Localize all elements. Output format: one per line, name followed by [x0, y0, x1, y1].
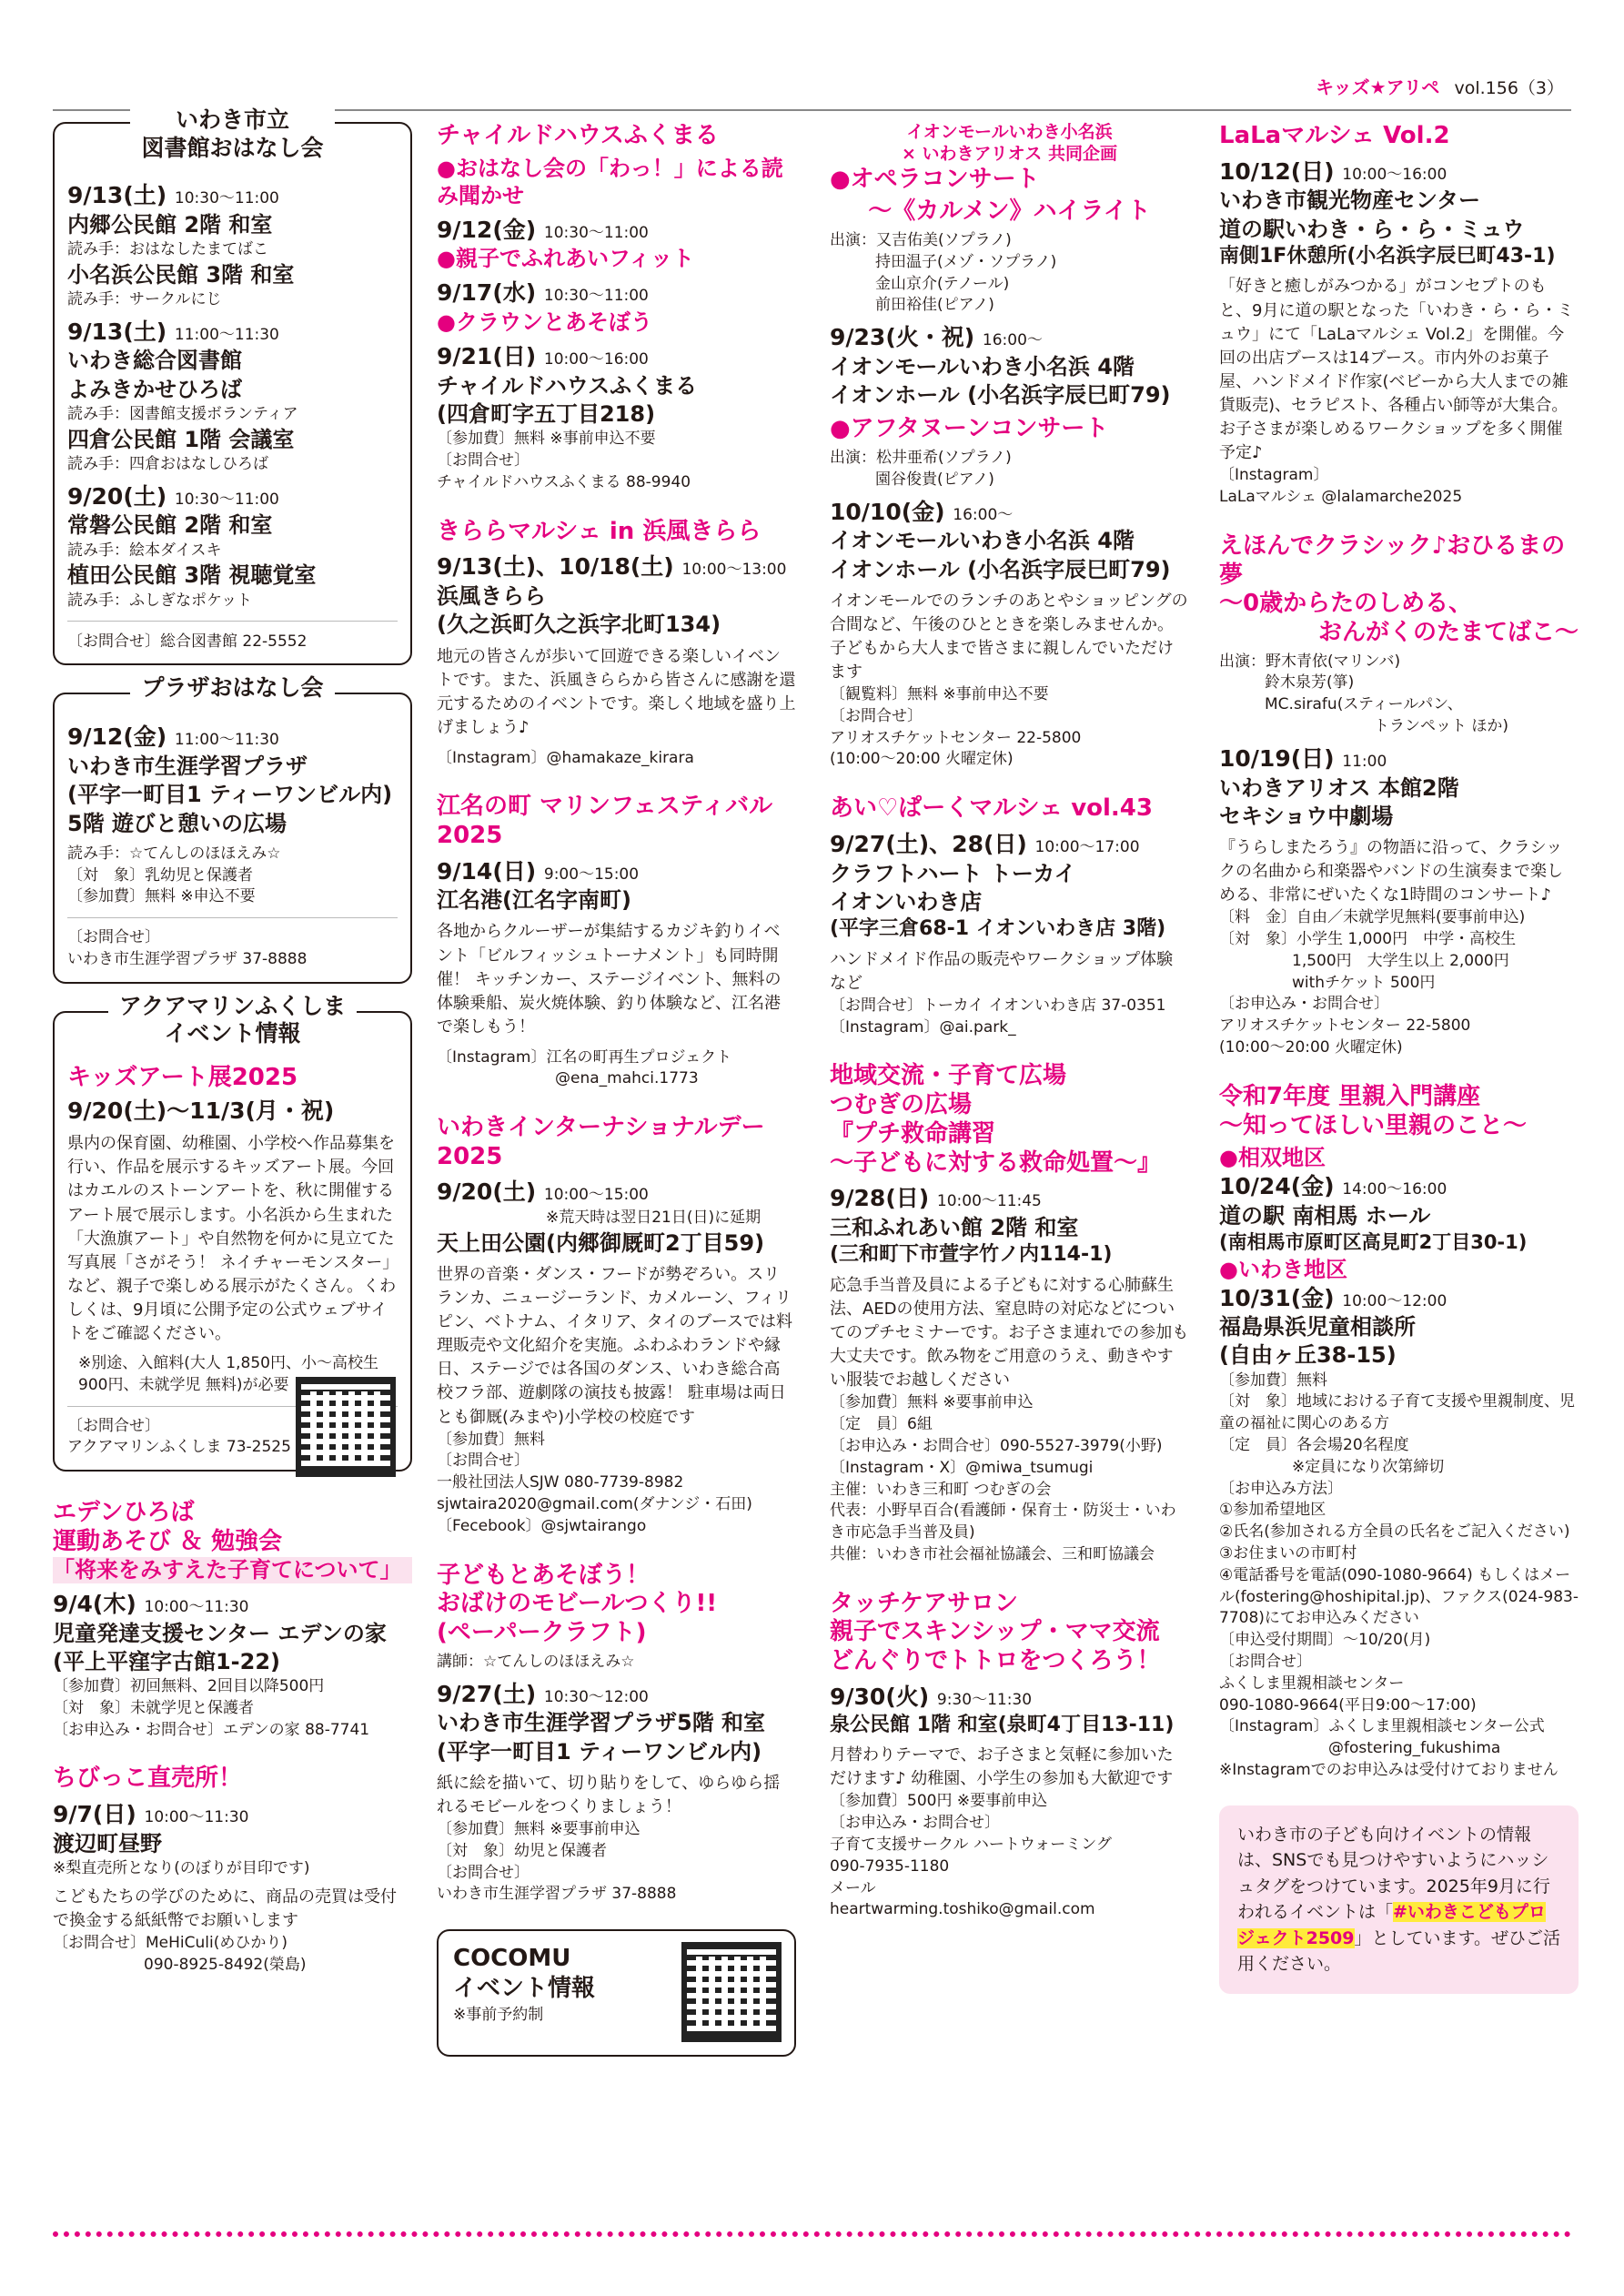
event-date: 9/20(土)	[437, 1178, 537, 1206]
reservation-note: ※事前予約制	[453, 2005, 544, 2024]
application-method: 〔お申込み方法〕	[1219, 1479, 1343, 1498]
event-time: 10:30～11:00	[174, 189, 279, 207]
childhouse-event	[437, 122, 796, 494]
event-date: 9/12(金)	[437, 216, 537, 243]
concert-title: ●アフタヌーンコンサート	[830, 415, 1109, 443]
cast: 出演：松井亜希(ソプラノ)	[830, 448, 1012, 467]
event-description: 『うらしまたろう』の物語に沿って、クラシックの名曲から和楽器やバンドの生演奏まで楽しめる、非常にぜいたくな1時間のコンサート♪	[1219, 837, 1563, 905]
venue: クラフトハート トーカイ	[830, 860, 1076, 886]
qr-code-icon[interactable]	[296, 1377, 396, 1477]
venue: 泉公民館 1階 和室(泉町4丁目13-11)	[830, 1713, 1175, 1736]
event-subtitle: ～0歳からたのしめる、	[1219, 590, 1473, 618]
event-time: 10:00～12:00	[1342, 1291, 1447, 1310]
footer-dotted-line	[53, 2231, 1571, 2237]
cocomu-title: COCOMU	[453, 1945, 571, 1973]
capacity-note: ※定員になり次第締切	[1292, 1457, 1445, 1476]
inquiry: 〔お問合せ〕総合図書館 22-5552	[67, 632, 308, 652]
instagram-link[interactable]: @fostering_fukushima	[1328, 1739, 1501, 1758]
venue: いわき市観光物産センター	[1219, 187, 1481, 214]
venue: イオンモールいわき小名浜 4階	[830, 528, 1135, 554]
divider	[67, 621, 398, 622]
inquiry: アリオスチケットセンター 22-5800	[1219, 1017, 1471, 1036]
divider	[67, 917, 398, 918]
inquiry-phone: 090-7935-1180	[830, 1856, 950, 1876]
inquiry-label: 〔お申込み・お問合せ〕	[830, 1814, 1000, 1833]
venue: 内郷公民館 2階 和室	[67, 211, 273, 238]
column-4	[1219, 122, 1579, 1994]
fee: 〔参加費〕初回無料、2回目以降500円	[53, 1677, 325, 1696]
cast: 持田温子(メゾ・ソプラノ)	[875, 252, 1057, 271]
event-time: 10:00～15:00	[543, 1186, 649, 1205]
venue-address: (平上平窪字古館1-22)	[53, 1648, 280, 1674]
event-time: 10:00～16:00	[1342, 165, 1447, 184]
venue: いわき市生涯学習プラザ	[67, 754, 308, 780]
marine-festival-event	[437, 793, 796, 1090]
cast: 鈴木泉芳(箏)	[1265, 673, 1355, 693]
inquiry: いわき市生涯学習プラザ 37-8888	[67, 949, 308, 968]
organizer: 子育て支援サークル ハートウォーミング	[830, 1836, 1112, 1854]
library-storytime-box	[53, 106, 412, 665]
event-date: 9/28(日)	[830, 1185, 930, 1212]
venue: セキショウ中劇場	[1219, 803, 1394, 829]
event-title: いわきインターナショナルデー 2025	[437, 1113, 765, 1170]
instagram-label: 〔Instagram〕ふくしま里親相談センター公式	[1219, 1717, 1545, 1736]
event-subtitle: (ペーパークラフト)	[437, 1619, 647, 1647]
fee: 〔参加費〕500円 ※要事前申込	[830, 1792, 1048, 1811]
event-description: こどもたちの学びのために、商品の売買は受付で換金する紙紙幣でお願いします	[53, 1886, 397, 1931]
event-title: キッズアート展2025	[67, 1063, 298, 1091]
event-date: 10/31(金)	[1219, 1284, 1335, 1311]
event-title: チャイルドハウスふくまる	[437, 122, 719, 149]
venue: 道の駅いわき・ら・ら・ミュウ	[1219, 216, 1525, 242]
event-description: イオンモールでのランチのあとやショッピングの合間など、午後のひとときを楽しみませんか。子どもから大人まで皆さまに親しんでいただけます	[830, 591, 1188, 682]
reader: 読み手：おはなしたまてばこ	[67, 239, 268, 258]
cast: 園谷俊貴(ピアノ)	[875, 470, 994, 489]
inquiry-label: 〔お申込み・お問合せ〕	[1219, 995, 1389, 1014]
venue: 福島県浜児童相談所	[1219, 1314, 1416, 1340]
instagram-link[interactable]: @ena_mahci.1773	[555, 1069, 699, 1088]
inquiry-label: 〔お問合せ〕	[437, 1451, 530, 1471]
venue-note: ※梨直売所となり(のぼりが目印です)	[53, 1859, 310, 1878]
event-date: 9/27(土)、28(日)	[830, 830, 1027, 857]
venue-address: (自由ヶ丘38-15)	[1219, 1342, 1397, 1369]
column-3	[830, 122, 1189, 1945]
concert-title: ●オペラコンサート	[830, 165, 1040, 193]
venue: イオンモールいわき小名浜 4階	[830, 353, 1135, 379]
aquamarine-box	[53, 992, 412, 1472]
event-date: 10/24(金)	[1219, 1173, 1335, 1200]
fee: 〔参加費〕無料 ※事前申込不要	[437, 430, 656, 449]
event-time: 11:00～11:30	[174, 731, 279, 750]
event-date: 10/12(日)	[1219, 157, 1335, 185]
organizer: 主催：いわき三和町 つむぎの会	[830, 1480, 1052, 1499]
event-description: 紙に絵を描いて、切り貼りをして、ゆらゆら揺れるモビールをつくりましょう！	[437, 1773, 781, 1816]
instagram-link[interactable]: 〔Instagram・X〕@miwa_tsumugi	[830, 1458, 1094, 1477]
venue: チャイルドハウスふくまる	[437, 372, 698, 399]
cast: トランペット ほか)	[1374, 717, 1509, 736]
inquiry: アクアマリンふくしま 73-2525	[67, 1438, 291, 1457]
cocomu-subtitle: イベント情報	[453, 1975, 596, 2003]
venue: 渡辺町昼野	[53, 1830, 162, 1856]
fee: 〔参加費〕無料 ※要事前申込	[437, 1819, 641, 1838]
aeon-concert-event	[830, 122, 1189, 771]
cast: 金山京介(テノール)	[875, 274, 1010, 293]
collab-header: × いわきアリオス 共同企画	[901, 143, 1117, 164]
venue-address: (南相馬市原町区高見町2丁目30-1)	[1219, 1231, 1528, 1254]
event-description: 世界の音楽・ダンス・フードが勢ぞろい。スリランカ、ニュージーランド、カメルーン、フィリピン、ベトナム、イタリア、タイのブースでは料理販売や文化紹介を実施。ふわふわランドや縁日、ステージでは各国のダンス、いわき総合高校フラ部、遊劇隊の演技も披露！ 駐車場は両日とも御厩(みまや)小学校の校庭です	[437, 1265, 792, 1427]
inquiry: 〔お申込み・お問合せ〕090-5527-3979(小野)	[830, 1436, 1163, 1455]
event-description: 地元の皆さんが歩いて回遊できる楽しいイベントです。また、浜風きららから皆さんに感謝を還元するためのイベントです。楽しく地域を盛り上げましょう♪	[437, 646, 796, 737]
reader: 読み手：サークルにじ	[67, 289, 222, 308]
target: 〔対 象〕未就学児と保護者	[53, 1698, 254, 1717]
instagram-label: 〔Instagram〕江名の町再生プロジェクト	[437, 1047, 732, 1067]
fee: 〔参加費〕無料 ※要事前申込	[830, 1393, 1034, 1412]
inquiry-label: 〔お問合せ〕	[437, 1863, 530, 1882]
target: 〔対 象〕小学生 1,000円 中学・高校生	[1219, 930, 1517, 949]
venue-address: (三和町下市萱字竹ノ内114-1)	[830, 1243, 1113, 1267]
chibikko-event	[53, 1765, 412, 1976]
email-link[interactable]: heartwarming.toshiko@gmail.com	[830, 1900, 1095, 1919]
hashtag[interactable]: #いわきこどもプロジェクト2509	[1237, 1902, 1546, 1948]
venue: 児童発達支援センター エデンの家	[53, 1620, 387, 1646]
event-date: 9/4(木)	[53, 1590, 136, 1617]
inquiry-label: 〔お問合せ〕	[1219, 1652, 1312, 1671]
application-step: ③お住まいの市町村	[1219, 1544, 1357, 1563]
event-description: ハンドメイド作品の販売やワークショップ体験など	[830, 949, 1174, 993]
sub-event-title: ●クラウンとあそぼう	[437, 309, 652, 336]
event-description: 月替わりテーマで、お子さまと気軽に参加いただけます♪ 幼稚園、小学生の参加も大歓迎です	[830, 1745, 1174, 1789]
admission-note: ※別途、入館料(大人 1,850円、小～高校生 900円、未就学児 無料)が必要	[78, 1354, 378, 1394]
event-time: 10:00～11:30	[144, 1597, 249, 1616]
event-title: 令和7年度 里親入門講座	[1219, 1082, 1481, 1110]
rain-note: ※荒天時は翌日21日(日)に延期	[546, 1209, 762, 1228]
venue: 四倉公民館 1階 会議室	[67, 426, 295, 452]
email-label: メール	[830, 1878, 876, 1897]
event-subtitle: おんがくのたまてばこ～	[1317, 618, 1579, 646]
event-description: 県内の保育園、幼稚園、小学校へ作品募集を行い、作品を展示するキッズアート展。今回はカエルのストーンアートを、秋に開催するアート展で展示します。小名浜から生まれた「大漁旗アート」や自然物を何かに見立てた写真展「さがそう！ ネイチャーモンスター」など、親子で楽しめる展示がたくさん。くわしくは、9月頃に公開予定の公式ウェブサイトをご確認ください。	[67, 1134, 397, 1343]
application-period: 〔申込受付期間〕～10/20(月)	[1219, 1631, 1431, 1650]
venue-address: イオンホール (小名浜字辰巳町79)	[830, 556, 1171, 582]
target: withチケット 500円	[1292, 973, 1436, 992]
inquiry-label: 〔お問合せ〕	[437, 451, 530, 470]
venue: 道の駅 南相馬 ホール	[1219, 1203, 1431, 1229]
facebook-link[interactable]: 〔Fecebook〕@sjwtairango	[437, 1516, 647, 1535]
event-time: 9:30～11:30	[936, 1690, 1033, 1709]
venue: 常磐公民館 2階 和室	[67, 512, 273, 539]
event-date: 9/30(火)	[830, 1683, 930, 1710]
event-time: 10:00～11:30	[144, 1808, 249, 1827]
event-title: 江名の町 マリンフェスティバル 2025	[437, 793, 773, 849]
event-subtitle: 『プチ救命講習	[830, 1119, 996, 1148]
venue: よみきかせひろば	[67, 376, 242, 402]
event-title: 地域交流・子育て広場	[830, 1062, 1067, 1090]
sub-event-title: ●おはなし会の「わっ！」による読み聞かせ	[437, 155, 783, 208]
event-date: 9/27(土)	[437, 1680, 537, 1707]
inquiry-hours: (10:00～20:00 火曜定休)	[830, 750, 1014, 769]
application-step: ②氏名(参加される方全員の氏名をご記入ください)	[1219, 1522, 1570, 1542]
event-date: 10/10(金)	[830, 498, 945, 525]
venue-address: (平字一町目1 ティーワンビル内)	[437, 1738, 762, 1765]
event-time: 10:30～11:00	[543, 287, 649, 306]
event-subtitle: 「将来をみすえた子育てについて」	[53, 1557, 412, 1583]
area-label: ●いわき地区	[1219, 1256, 1347, 1282]
note-text: いわき市の子ども向けイベントの情報は、SNSでも見つけやすいようにハッシュタグをつけています。2025年9月に行われるイベントは「	[1237, 1824, 1550, 1923]
column-2	[437, 122, 796, 2057]
reader: 読み手：四倉おはなしひろば	[67, 454, 268, 473]
event-time: 10:00～17:00	[1034, 837, 1140, 856]
aipark-event	[830, 794, 1189, 1038]
inquiry: いわき市生涯学習プラザ 37-8888	[437, 1885, 677, 1904]
event-date: 9/13(土)	[67, 318, 167, 345]
venue-address: (平字三倉68-1 イオンいわき店 3階)	[830, 917, 1166, 941]
event-title: エデンひろば	[53, 1499, 195, 1527]
inquiry-phone: 090-1080-9664(平日9:00～17:00)	[1219, 1695, 1477, 1714]
box-title-2: イベント情報	[164, 1019, 301, 1047]
box-title-1: アクアマリンふくしま	[118, 992, 347, 1019]
inquiry-label: 〔お問合せ〕	[830, 706, 923, 725]
event-description: 「好きと癒しがみつかる」がコンセプトのもと、9月に道の駅となった「いわき・ら・ら・ミュウ」にて「LaLaマルシェ Vol.2」を開催。今回の出店ブースは14ブース。市内外のお菓子屋、ハンドメイド作家(ベビーから大人までの雑貨販売)、セラピスト、各種占い師等が大集合。お子さまが楽しめるワークショップを多く開催予定♪	[1219, 277, 1574, 463]
target: 〔対 象〕地域における子育て支援や里親制度、児童の福祉に関心のある方	[1219, 1392, 1575, 1433]
venue: 天上田公園(内郷御厩町2丁目59)	[437, 1229, 765, 1256]
event-date: 9/7(日)	[53, 1801, 136, 1828]
box-title-1: いわき市立	[175, 106, 289, 133]
event-time: 10:00～13:00	[681, 561, 787, 580]
event-date: 9/12(金)	[67, 723, 167, 751]
event-date: 9/17(水)	[437, 279, 537, 307]
event-date: 9/21(日)	[437, 343, 537, 370]
fee: 〔料 金〕自由／未就学児無料(要事前申込)	[1219, 908, 1526, 927]
venue-address: (平字一町目1 ティーワンビル内)	[67, 782, 393, 808]
event-title: つむぎの広場	[830, 1091, 973, 1119]
ehon-classic-event	[1219, 532, 1579, 1059]
inquiry: 〔お問合せ〕MeHiCuli(めひかり)	[53, 1934, 287, 1953]
qr-code-icon[interactable]	[681, 1942, 782, 2042]
box-title-2: 図書館おはなし会	[141, 135, 324, 162]
reader: 読み手：絵本ダイスキ	[67, 541, 222, 560]
event-description: 各地からクルーザーが集結するカジキ釣りイベント「ビルフィッシュトーナメント」も同時開催！ キッチンカー、ステージイベント、無料の体験乗船、炭火焼体験、釣り体験など、江名港で楽しもう！	[437, 922, 782, 1037]
venue: 小名浜公民館 3階 和室	[67, 261, 295, 288]
venue-address: (久之浜町久之浜字北町134)	[437, 612, 721, 638]
fee: 〔参加費〕無料	[1219, 1371, 1327, 1390]
event-title: 親子でスキンシップ・ママ交流	[830, 1618, 1160, 1646]
target: 〔対 象〕乳幼児と保護者	[67, 865, 253, 885]
event-description: 応急手当普及員による子どもに対する心肺蘇生法、AEDの使用方法、窒息時の対応などについてのプチセミナーです。お子さま連れでの参加も大丈夫です。飲み物をご用意のうえ、動きやすい服装でお越しください	[830, 1275, 1189, 1391]
event-date: 10/19(日)	[1219, 744, 1335, 772]
inquiry-phone: 090-8925-8492(榮島)	[144, 1955, 307, 1974]
area-label: ●相双地区	[1219, 1145, 1326, 1171]
hashtag-note	[1219, 1805, 1579, 1994]
event-title: タッチケアサロン	[830, 1589, 1018, 1617]
instagram-link[interactable]: 〔Instagram〕@ai.park_	[830, 1017, 1016, 1037]
sub-event-title: ●親子でふれあいフィット	[437, 246, 695, 272]
event-title: えほんでクラシック♪おひるまの夢	[1219, 531, 1566, 589]
international-day-event	[437, 1114, 796, 1538]
capacity: 〔定 員〕各会場20名程度	[1219, 1436, 1409, 1455]
fee: 〔参加費〕無料	[437, 1430, 545, 1449]
venue-address: (四倉町字五丁目218)	[437, 401, 656, 428]
event-time: 11:00	[1342, 752, 1387, 771]
event-time: 16:00～	[982, 331, 1043, 350]
representative: 代表：小野早百合(看護師・保育士・防災士・いわき市応急手当普及員)	[830, 1502, 1176, 1542]
instagram-label: 〔Instagram〕	[1219, 466, 1329, 485]
event-title: おばけのモビールつくり!!	[437, 1590, 718, 1618]
event-time: 10:30～11:00	[543, 223, 649, 242]
application-step: ①参加希望地区	[1219, 1501, 1326, 1520]
event-date: 9/13(土)	[67, 182, 167, 208]
event-title: LaLaマルシェ Vol.2	[1219, 122, 1450, 149]
cast: 前田裕佳(ピアノ)	[875, 296, 994, 315]
box-title: プラザおはなし会	[130, 674, 334, 702]
plaza-storytime-box	[53, 674, 412, 983]
target: 1,500円 大学生以上 2,000円	[1292, 951, 1509, 970]
event-time: 16:00～	[953, 505, 1014, 524]
lala-marche-event	[1219, 122, 1579, 509]
event-time: 10:30～11:00	[174, 490, 279, 509]
cocomu-box	[437, 1929, 796, 2057]
instagram-link[interactable]: 〔Instagram〕@hamakaze_kirara	[437, 748, 694, 767]
collab-header: イオンモールいわき小名浜	[906, 122, 1113, 142]
masthead	[1316, 76, 1564, 100]
mobile-craft-event	[437, 1562, 796, 1906]
event-title: きららマルシェ in 浜風きらら	[437, 517, 762, 545]
note-text: 」としています。ぜひご活用ください。	[1237, 1927, 1560, 1975]
venue-address: 南側1F休憩所(小名浜字辰巳町43-1)	[1219, 244, 1556, 268]
inquiry-label: 〔お問合せ〕	[67, 1416, 160, 1435]
venue: いわきアリオス 本館2階	[1219, 774, 1459, 801]
kirara-event	[437, 518, 796, 769]
event-time: 9:00～15:00	[543, 865, 640, 884]
event-date: 9/23(火・祝)	[830, 324, 975, 351]
inquiry: 一般社団法人SJW 080-7739-8982	[437, 1473, 684, 1492]
venue: いわき市生涯学習プラザ5階 和室	[437, 1710, 766, 1736]
inquiry: チャイルドハウスふくまる 88-9940	[437, 472, 691, 491]
foster-parent-course	[1219, 1083, 1579, 1782]
reader: 読み手：ふしぎなポケット	[67, 591, 253, 610]
event-time: 14:00～16:00	[1342, 1180, 1447, 1199]
event-time: 10:30～12:00	[543, 1687, 649, 1706]
issue-number: vol.156（3）	[1454, 78, 1564, 98]
event-date: 9/13(土)、10/18(土)	[437, 553, 674, 581]
event-time: 11:00～11:30	[174, 325, 279, 344]
inquiry-hours: (10:00～20:00 火曜定休)	[1219, 1038, 1403, 1057]
event-date: 9/14(日)	[437, 857, 537, 885]
venue-address: イオンホール (小名浜字辰巳町79)	[830, 382, 1171, 409]
reader: 読み手：図書館支援ボランティア	[67, 404, 298, 423]
instructor: 講師：☆てんしのほほえみ☆	[437, 1652, 635, 1671]
column-1	[53, 106, 412, 2000]
venue: 浜風きらら	[437, 583, 546, 610]
inquiry-label: 〔お問合せ〕	[67, 928, 160, 947]
touch-care-event	[830, 1590, 1189, 1921]
cast: MC.sirafu(スティールパン、	[1265, 695, 1463, 714]
reader: 読み手：☆てんしのほほえみ☆	[67, 844, 281, 863]
application-step: ④電話番号を電話(090-1080-9664) もしくはメール(fostering@hoshipital.jp)、ファクス(024-983-7708)にてお申込みください	[1219, 1565, 1579, 1628]
inquiry: 〔お申込み・お問合せ〕エデンの家 88-7741	[53, 1720, 370, 1739]
event-subtitle: ～知ってほしい里親のこと～	[1219, 1111, 1528, 1139]
brand-logo: キッズ★アリペ	[1316, 76, 1440, 98]
inquiry: 〔お問合せ〕トーカイ イオンいわき店 37-0351	[830, 996, 1166, 1015]
venue: 三和ふれあい館 2階 和室	[830, 1215, 1079, 1241]
instagram-note: ※Instagramでのお申込みは受付けておりません	[1219, 1760, 1558, 1779]
venue: 植田公民館 3階 視聴覚室	[67, 562, 317, 589]
eden-event	[53, 1499, 412, 1741]
target: 〔対 象〕幼児と保護者	[437, 1841, 607, 1860]
inquiry: ふくしま里親相談センター	[1219, 1674, 1405, 1693]
inquiry: アリオスチケットセンター 22-5800	[830, 728, 1082, 747]
event-subtitle: どんぐりでトトロをつくろう！	[830, 1647, 1161, 1675]
venue: イオンいわき店	[830, 888, 983, 915]
event-title: 運動あそび ＆ 勉強会	[53, 1527, 283, 1555]
venue: いわき総合図書館	[67, 348, 242, 374]
event-title: あい♡ぱーくマルシェ vol.43	[830, 794, 1153, 823]
instagram-link[interactable]: LaLaマルシェ @lalamarche2025	[1219, 487, 1463, 506]
event-time: 10:00～11:45	[936, 1192, 1042, 1211]
cast: 出演：又吉佑美(ソプラノ)	[830, 230, 1012, 249]
email-link[interactable]: sjwtaira2020@gmail.com(ダナンジ・石田)	[437, 1495, 752, 1514]
event-subtitle: ～子どもに対する救命処置～』	[830, 1148, 1162, 1177]
venue: 江名港(江名字南町)	[437, 887, 631, 914]
cast: 出演：野木青依(マリンバ)	[1219, 652, 1401, 671]
event-title: ちびっこ直売所！	[53, 1765, 243, 1793]
capacity: 〔定 員〕6組	[830, 1415, 933, 1434]
co-organizer: 共催：いわき市社会福祉協議会、三和町協議会	[830, 1544, 1155, 1563]
first-aid-event	[830, 1062, 1189, 1565]
event-date: 9/20(土)	[67, 482, 167, 510]
event-time: 10:00～16:00	[543, 350, 649, 369]
event-date: 9/20(土)～11/3(月・祝)	[67, 1097, 335, 1125]
event-title: 子どもとあそぼう！	[437, 1561, 651, 1589]
concert-subtitle: ～《カルメン》ハイライト	[868, 197, 1151, 226]
fee: 〔参加費〕無料 ※申込不要	[67, 887, 256, 906]
fee: 〔観覧料〕無料 ※事前申込不要	[830, 685, 1049, 704]
venue-room: 5階 遊びと憩いの広場	[67, 810, 287, 836]
